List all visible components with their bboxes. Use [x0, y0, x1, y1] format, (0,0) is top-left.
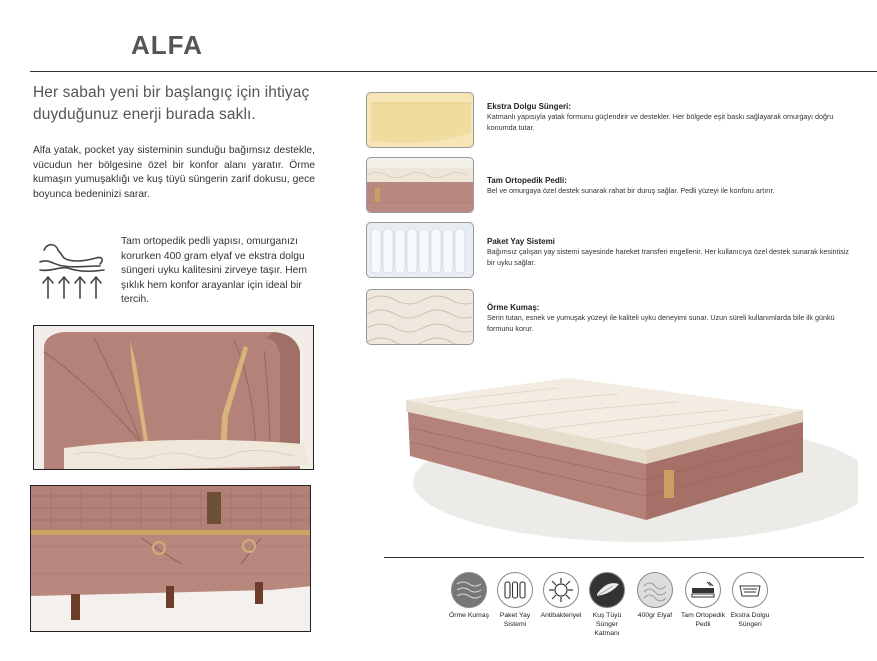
layer-knit-fabric	[366, 289, 474, 345]
intro-paragraph: Alfa yatak, pocket yay sisteminin sunduğu bağımsız destekle, vücudun her bölgesine özel bir konfor alanı yaratır. Örme kumaşın yumuşaklığı ve kuş tüyü süngerin zarif dokusu, gece boyunca bedeninizi sarar.	[33, 145, 315, 200]
headboard-photo	[33, 325, 314, 470]
feature-feather	[584, 572, 630, 638]
feature-label: Tam Ortopedik Pedli	[680, 612, 726, 628]
layer-description: Katmanlı yapısıyla yatak formunu güçlendirir ve destekler. Her bölgede eşit baskı sağlayarak omurgayı doğru konumda tutar.	[487, 112, 834, 132]
layer-description: Serin tutan, esnek ve yumuşak yüzeyi ile kaliteli uyku deneyimi sunar. Uzun süreli kullanımlarda bile ilk günkü formunu korur.	[487, 313, 835, 333]
extra-foam-icon	[732, 572, 768, 608]
brand-logo: ALFA	[131, 30, 203, 60]
feature-antibacterial	[538, 572, 584, 620]
pocket-spring-icon	[497, 572, 533, 608]
orthopedic-pad-icon	[685, 572, 721, 608]
knit-fabric-thumbnail	[366, 289, 474, 345]
features-divider	[384, 557, 864, 558]
layer-title: Tam Ortopedik Pedli:	[487, 176, 567, 185]
feature-fiber	[632, 572, 678, 620]
layer-orthopedic-pad	[366, 157, 474, 213]
layer-description: Bel ve omurgaya özel destek sunarak rahat bir duruş sağlar. Pedli yüzeyi ile konforu artırır.	[487, 186, 775, 195]
feature-pocket-spring	[492, 572, 538, 629]
feature-extra-foam	[727, 572, 773, 629]
layer-pocket-spring	[366, 222, 474, 278]
callout-text: Tam ortopedik pedli yapısı, omurganızı korurken 400 gram elyaf ve ekstra dolgu süngeri uyku kalitesini zirveye taşır. Hem şıklık hem konfor arayanlar için ideal bir tercih.	[121, 236, 307, 306]
feature-label: Ekstra Dolgu Süngeri	[730, 612, 770, 628]
fiber-icon	[637, 572, 673, 608]
feather-icon	[589, 572, 625, 608]
layer-extra-foam	[366, 92, 474, 148]
layer-title: Örme Kumaş:	[487, 303, 540, 312]
layer-description: Bağımsız çalışan yay sistemi sayesinde hareket transferi engellenir. Her kullanıcıya özel destek sunarak kesintisiz bir uyku sağlar.	[487, 247, 849, 267]
orthopedic-pad-thumbnail	[366, 157, 474, 213]
feature-label: Antibakteriyel	[540, 612, 582, 619]
storage-base-photo	[30, 485, 311, 632]
layer-title: Ekstra Dolgu Süngeri:	[487, 102, 572, 111]
feature-knit-fabric	[446, 572, 492, 620]
knit-fabric-icon	[451, 572, 487, 608]
feature-label: Örme Kumaş	[448, 612, 490, 619]
antibacterial-icon	[543, 572, 579, 608]
feature-label: Paket Yay Sistemi	[499, 612, 531, 628]
feature-label: Kuş Tüyü Sünger Katmanı	[592, 612, 622, 637]
feature-orthopedic-pad	[680, 572, 726, 629]
layer-title: Paket Yay Sistemi	[487, 237, 555, 246]
body-support-icon	[38, 236, 108, 300]
feature-label: 400gr Elyaf	[637, 612, 673, 619]
header-divider	[30, 71, 877, 72]
extra-foam-thumbnail	[366, 92, 474, 148]
pocket-spring-thumbnail	[366, 222, 474, 278]
headline: Her sabah yeni bir başlangıç için ihtiyaç duyduğunuz enerji burada saklı.	[33, 84, 310, 123]
mattress-photo	[388, 372, 858, 542]
